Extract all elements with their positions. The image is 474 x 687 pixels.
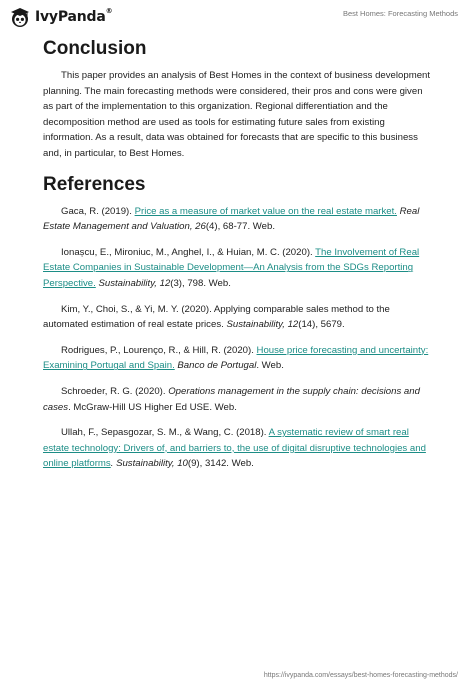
- reference-source: Real Estate Management and Valuation, 26: [43, 205, 420, 233]
- reference-authors: Schroeder, R. G. (2020).: [61, 385, 169, 397]
- reference-item: [43, 343, 435, 374]
- reference-item: [43, 302, 435, 333]
- conclusion-heading: Conclusion: [43, 38, 147, 59]
- panda-graduation-cap-icon: [9, 6, 31, 28]
- brand-text: IvyPanda: [35, 9, 106, 25]
- reference-source: Sustainability, 12: [95, 277, 171, 289]
- reference-link[interactable]: A systematic review of smart real estate technology: Drivers of, and barriers to, the use of digital disruptive technologies and online platforms: [43, 427, 426, 470]
- reference-item: [43, 245, 435, 292]
- reference-authors: Ullah, F., Sepasgozar, S. M., & Wang, C. (2018).: [61, 427, 269, 439]
- reference-item: [43, 384, 435, 415]
- ivypanda-logo[interactable]: [9, 6, 112, 28]
- reference-tail: (14), 5679.: [298, 319, 345, 331]
- references-heading: References: [43, 173, 146, 195]
- reference-link[interactable]: The Involvement of Real Estate Companies in Sustainable Development—An Analysis from the SDGs Reporting Perspective.: [43, 246, 420, 289]
- reference-authors: Kim, Y., Choi, S., & Yi, M. Y. (2020). Applying comparable sales method to the automated estimation of real estate prices.: [43, 303, 390, 331]
- reference-tail: (9), 3142. Web.: [187, 458, 254, 470]
- reference-authors: Ionașcu, E., Mironiuc, M., Anghel, I., & Huian, M. C. (2020).: [61, 246, 316, 258]
- reference-tail: . Web.: [256, 360, 284, 372]
- running-title: Best Homes: Forecasting Methods: [342, 9, 458, 18]
- reference-link[interactable]: House price forecasting and uncertainty: Examining Portugal and Spain.: [43, 344, 429, 372]
- document-body: [43, 36, 435, 482]
- conclusion-paragraph: This paper provides an analysis of Best Homes in the context of business development planning. The main forecasting methods were considered, their pros and cons were given as part of the implementation to this organization. Regional differentiation and the decomposition method are used as tools for estimating future sales from existing information. As a result, data was obtained for forecasts that are specific to this business and, in particular, to Best Homes.: [43, 70, 431, 159]
- reference-authors: Rodrigues, P., Lourenço, R., & Hill, R. (2020).: [61, 344, 257, 356]
- brand-name: [35, 9, 112, 25]
- reference-item: [43, 425, 435, 472]
- reference-tail: (3), 798. Web.: [170, 277, 231, 289]
- page-header: [0, 0, 474, 32]
- reference-tail: . McGraw-Hill US Higher Ed USE. Web.: [68, 401, 237, 413]
- reference-source: . Sustainability, 10: [110, 458, 188, 470]
- reference-source: Banco de Portugal: [174, 360, 257, 372]
- registered-mark: ®: [105, 7, 113, 15]
- reference-source: Operations management in the supply chain: decisions and cases: [43, 385, 420, 413]
- reference-source: Sustainability, 12: [226, 319, 299, 331]
- reference-link[interactable]: Price as a measure of market value on the real estate market.: [134, 205, 397, 217]
- footer-url[interactable]: https://ivypanda.com/essays/best-homes-forecasting-methods/: [263, 672, 458, 679]
- reference-authors: Gaca, R. (2019).: [61, 205, 135, 217]
- reference-item: [43, 204, 435, 235]
- reference-list: [43, 204, 435, 472]
- reference-tail: (4), 68-77. Web.: [205, 221, 276, 233]
